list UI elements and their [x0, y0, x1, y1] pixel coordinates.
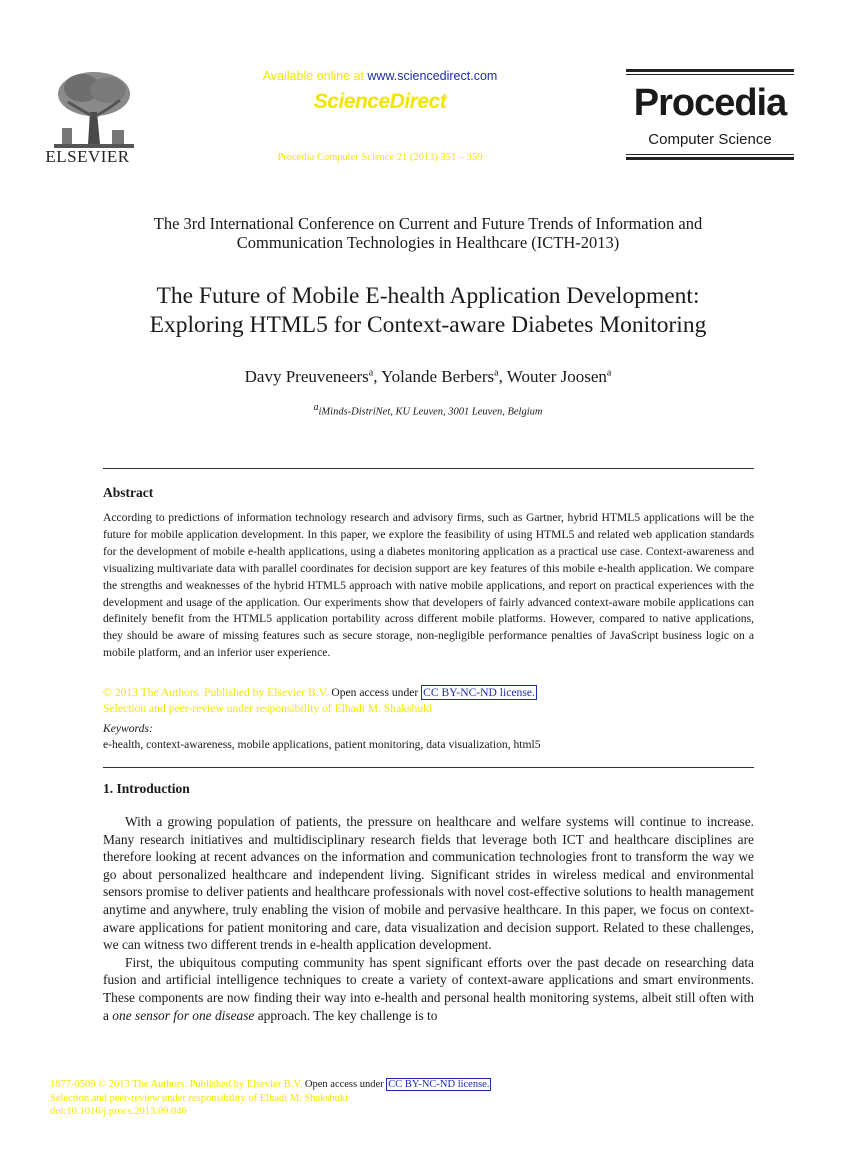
- divider: [103, 468, 754, 469]
- paragraph: [103, 954, 754, 1024]
- emphasis-text: one sensor for one disease: [112, 1007, 255, 1023]
- publisher-name: ELSEVIER: [45, 147, 130, 166]
- affil-mark: a: [368, 367, 374, 379]
- sciencedirect-logo: ScienceDirect: [313, 90, 447, 113]
- procedia-logo: [626, 69, 794, 161]
- author-3: Wouter Joosen: [506, 367, 607, 386]
- sciencedirect-link[interactable]: www.sciencedirect.com: [367, 69, 498, 83]
- introduction-body: [103, 813, 754, 1024]
- keywords-label: Keywords:: [103, 722, 153, 735]
- affiliation: [100, 402, 756, 418]
- open-access-text: Open access under: [328, 686, 422, 699]
- title-line-1: The Future of Mobile E-health Application Development:: [156, 283, 700, 309]
- abstract-heading: Abstract: [103, 485, 154, 500]
- license-link[interactable]: CC BY-NC-ND license.: [423, 686, 535, 699]
- paragraph-text: First, the ubiquitous computing community has spent significant efforts over the past decade on researching data fusion and artificial intelligence techniques to create a variety of context-aware applications and smart environments. These components are now finding their way into e-health and personal health monitoring systems, albeit still often with a: [103, 954, 754, 1023]
- logo-rule-bottom-thin: [626, 154, 794, 155]
- journal-reference: Procedia Computer Science 21 (2013) 351 – 359: [277, 152, 483, 163]
- availability-prefix: Available online at: [262, 69, 368, 83]
- copyright-text: © 2013 The Authors. Published by Elsevier B.V.: [103, 686, 329, 699]
- conference-line-2: Communication Technologies in Healthcare (ICTH-2013): [236, 233, 620, 252]
- procedia-subtitle: Computer Science: [648, 131, 772, 148]
- footer-copyright: 1877-0509 © 2013 The Authors. Published by Elsevier B.V.: [50, 1079, 303, 1090]
- footer-open-access: Open access under: [302, 1079, 387, 1090]
- footer: [50, 1078, 650, 1119]
- logo-rule-bottom: [626, 157, 794, 160]
- abstract-text: According to predictions of information technology research and advisory firms, such as Gartner, hybrid HTML5 applications will be the future for mobile application development. In this paper, we explore the feasibility of using HTML5 and related web application standards for the development of mobile e-health applications, using a diabetes monitoring application as a practical use case. Context-awareness and visualizing multivariate data with parallel coordinates for decision support are key features of this mobile e-health application. We compare the strengths and weaknesses of the hybrid HTML5 approach with native mobile applications, and report on practical experiences with the development and usage of the application. Our experiments show that developers of fairly advanced context-aware mobile applications can definitely benefit from the HTML5 application portability across different mobile platforms. However, compared to native applications, they should be aware of missing features such as secure storage, non-negligible performance penalties of JavaScript business logic on a mobile platform, and an inferior user experience.: [103, 511, 754, 660]
- divider: [103, 767, 754, 768]
- procedia-title: Procedia: [633, 82, 787, 124]
- availability-line: [230, 69, 530, 83]
- affil-mark: a: [313, 402, 319, 413]
- title-line-2: Exploring HTML5 for Context-aware Diabetes Monitoring: [149, 312, 707, 338]
- author-list: Davy Preuveneers$^a$, Yolande Berbers$^a$, Wouter Joosen$^a$: [244, 367, 612, 386]
- author-1: Davy Preuveneers: [244, 367, 369, 386]
- keywords-list: e-health, context-awareness, mobile applications, patient monitoring, data visualization, html5: [103, 738, 541, 751]
- affil-mark: a: [606, 367, 612, 379]
- peer-review-text: Selection and peer-review under responsibility of Elhadi M. Shakshuki: [103, 702, 433, 715]
- paper-title: [60, 282, 796, 340]
- copyright-notice: [103, 685, 754, 717]
- conference-name: [80, 214, 776, 252]
- logo-rule-top: [626, 69, 794, 72]
- affiliation-text: iMinds-DistriNet, KU Leuven, 3001 Leuven, Belgium: [318, 406, 543, 418]
- paragraph: With a growing population of patients, the pressure on healthcare and welfare systems will continue to increase. Many research initiatives and multidisciplinary research fields that leverage both ICT and healthcare disciplines are therefore looking at recent advances on the information and communication technologies front to transform the way we go about personalized healthcare and independent living. Significant strides in wireless medical and environmental sensors promise to deliver patients and healthcare professionals with novel cost-effective solutions to health management anytime and anywhere, truly enabling the vision of mobile and pervasive healthcare. In this paper, we focus on context-aware applications for patient monitoring and care, data visualization and decision support. Related to these challenges, we can witness two different trends in e-health application development.: [103, 814, 754, 953]
- footer-doi[interactable]: doi:10.1016/j.procs.2013.09.046: [50, 1106, 187, 1118]
- footer-peer-review: Selection and peer-review under responsibility of Elhadi M. Shakshuki: [50, 1092, 349, 1104]
- paragraph-text: approach. The key challenge is to: [254, 1007, 438, 1023]
- logo-rule-top-thin: [626, 74, 794, 75]
- section-heading-introduction: 1. Introduction: [103, 781, 190, 796]
- conference-line-1: The 3rd International Conference on Current and Future Trends of Information and: [153, 214, 703, 233]
- author-2: Yolande Berbers: [381, 367, 495, 386]
- affil-mark: a: [494, 367, 499, 379]
- elsevier-tree-logo: [54, 68, 134, 152]
- footer-license-link[interactable]: CC BY-NC-ND license.: [388, 1079, 490, 1090]
